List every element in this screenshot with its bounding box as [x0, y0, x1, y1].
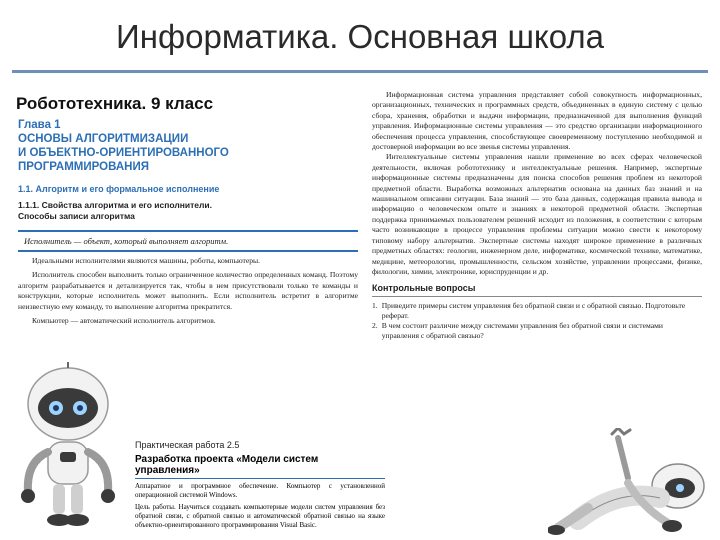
robot-reclining-illustration: [548, 428, 718, 538]
subsection-heading: [18, 200, 358, 222]
subsection-line: Способы записи алгоритма: [18, 211, 135, 221]
paragraph: Информационная система управления представляет собой совокупность информационных, организационных, технических и программных средств, объединенных в единую систему с целью сбора, хранения, обработки и выдачи информации, предназначенной для выполнения функций управления. Информационные системы управления — это средство организации информационного обеспечения процесса управления, способствующее своевременному поступлению необходимой и достоверной информации во все звенья системы управления.: [372, 90, 702, 152]
questions-heading: Контрольные вопросы: [372, 283, 476, 294]
paragraph: Компьютер — автоматический исполнитель алгоритмов.: [32, 316, 216, 326]
practical-work-title: Разработка проекта «Модели систем управления»: [135, 454, 385, 479]
definition-box: Исполнитель — объект, который выполняет алгоритм.: [18, 230, 358, 252]
question-item: [372, 301, 702, 321]
paragraph: Исполнитель способен выполнить только ограниченное количество определенных команд. Поэтому алгоритм разрабатывается и детализируется так, чтобы в нем присутствовали только те команды и конструкции, которые исполнитель может выполнить. Если исполнитель встретит в алгоритме неизвестную ему команду, то выполнение алгоритма прекратится.: [18, 270, 358, 311]
chapter-line: Глава 1: [18, 119, 61, 131]
practical-work-label: Практическая работа 2.5: [135, 440, 240, 450]
chapter-heading: [18, 118, 358, 174]
practical-work-text: Аппаратное и программное обеспечение. Компьютер с установленной операционной системой Windows.: [135, 482, 385, 499]
paragraph: Интеллектуальные системы управления нашли применение во всех сферах человеческой деятельности, включая робототехнику и интеллектуальные решения. Например, экспертные информационные системы предназначены для поиска способов решения проблем из некоторой предметной области. Выработка возможных альтернатив основана на данных баз знаний и на машинальном описании ситуации. База знаний — это база данных, содержащая правила вывода и информацию о человеческом опыте и знаниях в некоторой предметной области. Экспертная поддержка принимаемых пользователем решений исходит из положения, в соответствии с которым часто возникающие в процессе управления проблемы ситуации можно свести к некоторому типовому набору альтернатив. Экспертные системы находят широкое применение в различных предметных областях: геологии, инженерном деле, информатике, космической технике, математике, медицине, метеорологии, промышленности, сельском хозяйстве, управлении процессами, физике, филологии, химии, электронике, юриспруденции и др.: [372, 152, 702, 276]
slide-title: Информатика. Основная школа: [116, 18, 604, 55]
practical-work-text: Цель работы. Научиться создавать компьютерные модели систем управления без обратной связи, с обратной связью и автоматической обратной связью на языке объектно-ориентированного программирования Visual Basic.: [135, 503, 385, 529]
slide-subtitle: Робототехника. 9 класс: [16, 94, 214, 113]
question-text: В чем состоит различие между системами управления без обратной связи и системами управления с обратной связью?: [381, 321, 663, 341]
question-number: 1.: [372, 301, 378, 311]
right-textbook-page: [372, 90, 702, 460]
left-textbook-page: [18, 118, 358, 388]
question-number: 2.: [372, 321, 378, 331]
subsection-line: 1.1.1. Свойства алгоритма и его исполнители.: [18, 200, 212, 210]
section-heading: 1.1. Алгоритм и его формальное исполнение: [18, 184, 220, 194]
robot-standing-illustration: [8, 362, 128, 532]
chapter-line: И ОБЪЕКТНО-ОРИЕНТИРОВАННОГО: [18, 147, 229, 159]
question-item: [372, 321, 702, 341]
questions-divider: [372, 296, 702, 297]
practical-work-block: [135, 440, 385, 530]
title-divider: [12, 70, 708, 73]
paragraph: Идеальными исполнителями являются машины, роботы, компьютеры.: [32, 256, 261, 265]
chapter-line: ПРОГРАММИРОВАНИЯ: [18, 161, 149, 173]
question-text: Приведите примеры систем управления без обратной связи и с обратной связью. Подготовьте реферат.: [381, 301, 686, 321]
chapter-line: ОСНОВЫ АЛГОРИТМИЗАЦИИ: [18, 133, 189, 145]
